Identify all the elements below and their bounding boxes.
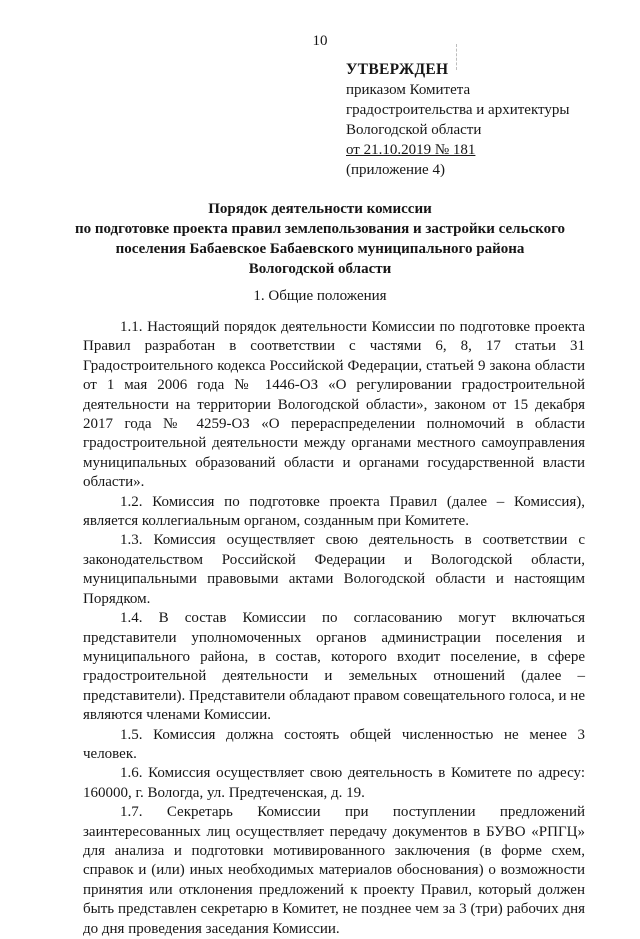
paragraph-1-3: 1.3. Комиссия осуществляет свою деятельность в соответствии с законодательством Российской Федерации и Вологодской области, муниципальными правовыми актами Вологодской области и настоящим Порядком. xyxy=(83,532,585,607)
paragraph-1-5: 1.5. Комиссия должна состоять общей численностью не менее 3 человек. xyxy=(83,726,585,762)
paragraph-1-2: 1.2. Комиссия по подготовке проекта Правил (далее – Комиссия), является коллегиальным органом, созданным при Комитете. xyxy=(83,493,585,530)
title-line-2: по подготовке проекта правил землепользования и застройки сельского xyxy=(74,221,566,237)
document-title xyxy=(40,199,600,279)
approval-order-reference: от 21.10.2019 № 181 xyxy=(346,142,476,158)
approval-block xyxy=(346,60,569,180)
title-line-3: поселения Бабаевское Бабаевского муниципального района xyxy=(115,241,525,257)
approval-heading: УТВЕРЖДЕН xyxy=(346,61,449,78)
paragraph-1-6: 1.6. Комиссия осуществляет свою деятельность в Комитете по адресу: 160000, г. Вологда, ул. Предтеченская, д. 19. xyxy=(83,765,585,801)
paragraph-1-4: 1.4. В состав Комиссии по согласованию могут включаться представители уполномоченных органов администрации поселения и муниципального района, в состав, которого входит поселение, в сфере градостроительной деятельности и земельных отношений (далее – представители). Представители обладают правом совещательного голоса, и не являются членами Комиссии. xyxy=(83,610,585,724)
approval-line-3: Вологодской области xyxy=(346,122,482,138)
approval-line-2: градостроительства и архитектуры xyxy=(346,102,570,118)
page-number: 10 xyxy=(312,33,328,49)
title-line-1: Порядок деятельности комиссии xyxy=(208,201,432,217)
paragraph-1-1: 1.1. Настоящий порядок деятельности Комиссии по подготовке проекта Правил разработан в соответствии с частями 6, 8, 17 статьи 31 Градостроительного кодекса Российской Федерации, статьей 9 закона области от 1 мая 2006 года № 1446-ОЗ «О регулировании градостроительной деятельности на территории Вологодской области», законом от 15 декабря 2017 года № 4259-ОЗ «О перераспределении полномочий в области градостроительной деятельности между органами местного самоуправления муниципальных образований области и органами государственной власти области». xyxy=(83,319,585,491)
title-line-4: Вологодской области xyxy=(248,261,392,277)
paragraph-1-7: 1.7. Секретарь Комиссии при поступлении предложений заинтересованных лиц осуществляет передачу документов в БУВО «РПГЦ» для анализа и подготовки мотивированного заключения (в форме схем, справок и (или) иных необходимых материалов обоснования) о возможности принятия или отклонения предложений к проекту Правил, который должен быть представлен секретарю в Комитет, не позднее чем за 3 (три) рабочих дня до дня проведения заседания Комиссии. xyxy=(83,804,585,937)
body-text xyxy=(83,318,585,939)
approval-appendix: (приложение 4) xyxy=(346,162,445,178)
approval-line-1: приказом Комитета xyxy=(346,82,471,98)
section-heading: 1. Общие положения xyxy=(253,288,387,304)
